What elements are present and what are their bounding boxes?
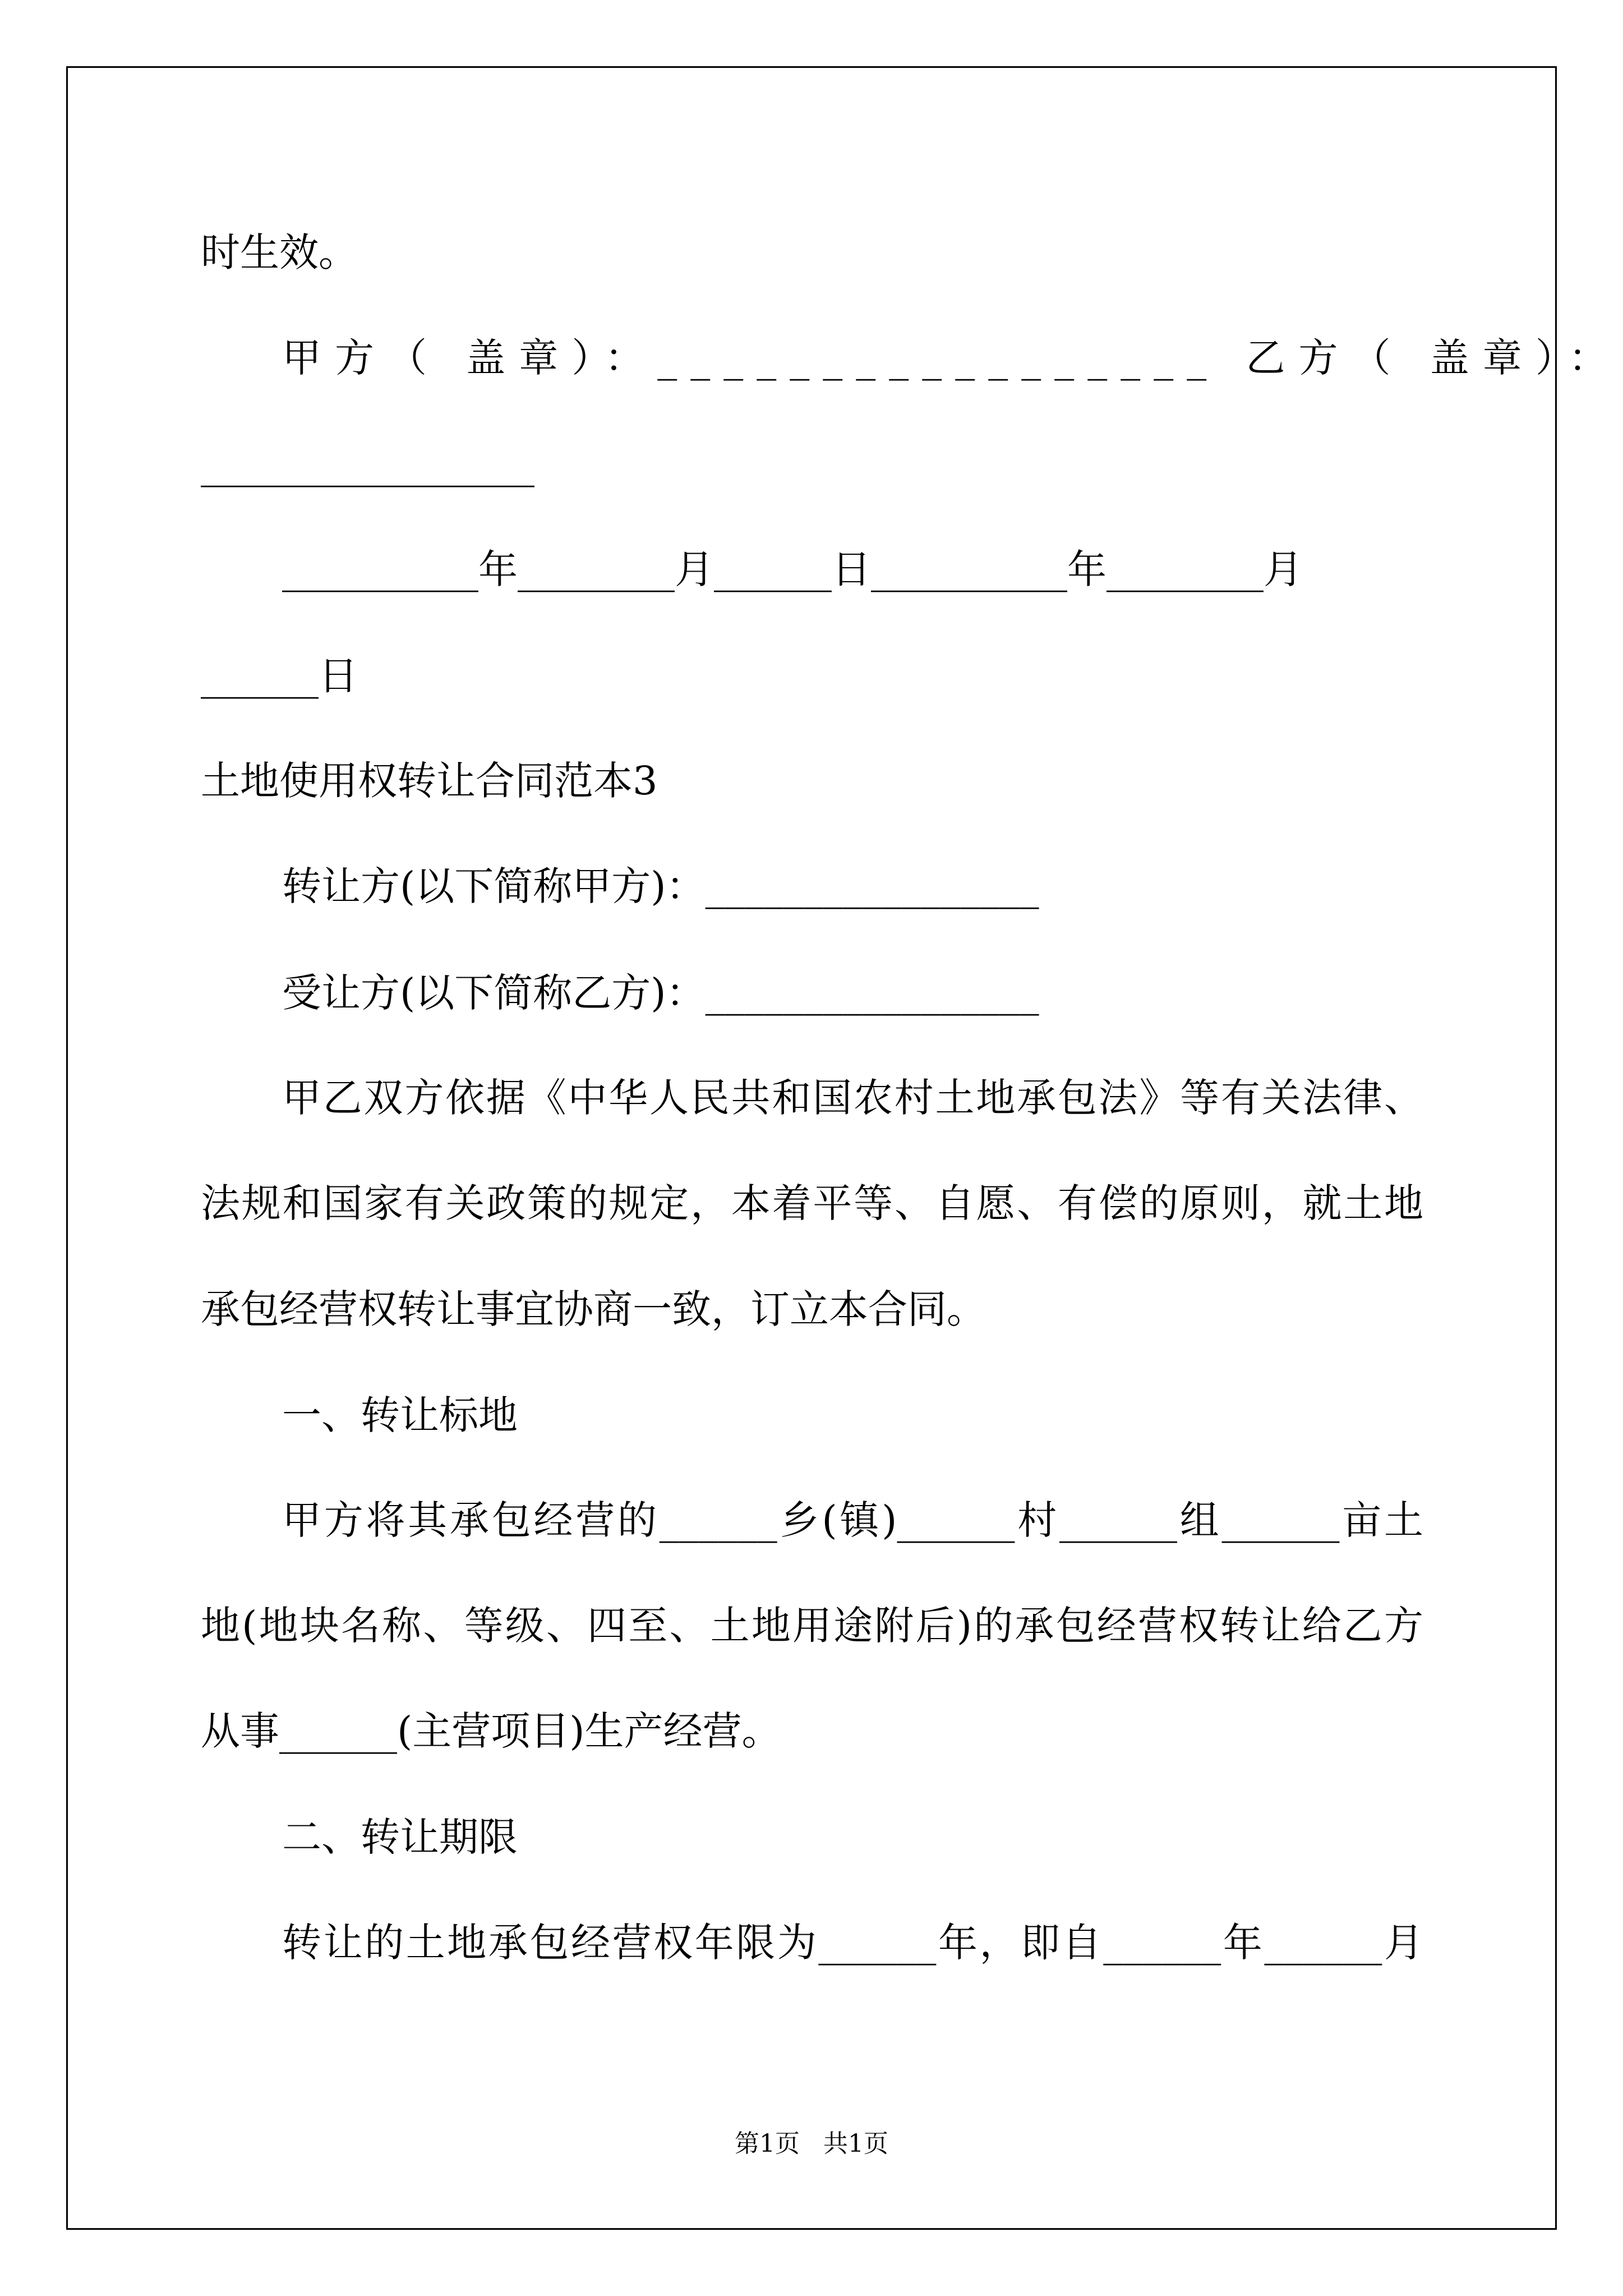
heading-transfer-period: 二、转让期限 xyxy=(282,1814,518,1860)
date-line-continued: ______日 xyxy=(201,653,358,699)
signature-blank: _________________ xyxy=(201,441,534,487)
transferee-line: 受让方(以下简称乙方)：_________________ xyxy=(282,970,1039,1016)
paragraph-intro-line-1: 甲乙双方依据《中华人民共和国农村土地承包法》等有关法律、 xyxy=(282,1075,1423,1121)
section-title: 土地使用权转让合同范本3 xyxy=(201,758,658,804)
date-line: __________年________月______日__________年________月 xyxy=(282,546,1303,592)
paragraph-intro-line-3: 承包经营权转让事宜协商一致，订立本合同。 xyxy=(201,1286,986,1332)
heading-transfer-subject: 一、转让标地 xyxy=(282,1392,518,1438)
paragraph-subject-line-3: 从事______(主营项目)生产经营。 xyxy=(201,1708,781,1754)
paragraph-subject-line-1: 甲方将其承包经营的______乡(镇)______村______组______亩土 xyxy=(282,1497,1423,1543)
page-border xyxy=(66,66,1557,2230)
paragraph-intro-line-2: 法规和国家有关政策的规定，本着平等、自愿、有偿的原则，就土地 xyxy=(201,1180,1423,1226)
paragraph-period-line-1: 转让的土地承包经营权年限为______年，即自______年______月 xyxy=(282,1920,1423,1966)
transferor-line: 转让方(以下简称甲方)：_________________ xyxy=(282,863,1039,909)
page-number: 第1页 共1页 xyxy=(735,2129,888,2158)
paragraph-subject-line-2: 地(地块名称、等级、四至、土地用途附后)的承包经营权转让给乙方 xyxy=(201,1603,1423,1649)
signature-line-parties: 甲方（ 盖章）：_________________ 乙方（ 盖章）： xyxy=(282,335,1621,381)
text-line-1: 时生效。 xyxy=(201,229,358,275)
